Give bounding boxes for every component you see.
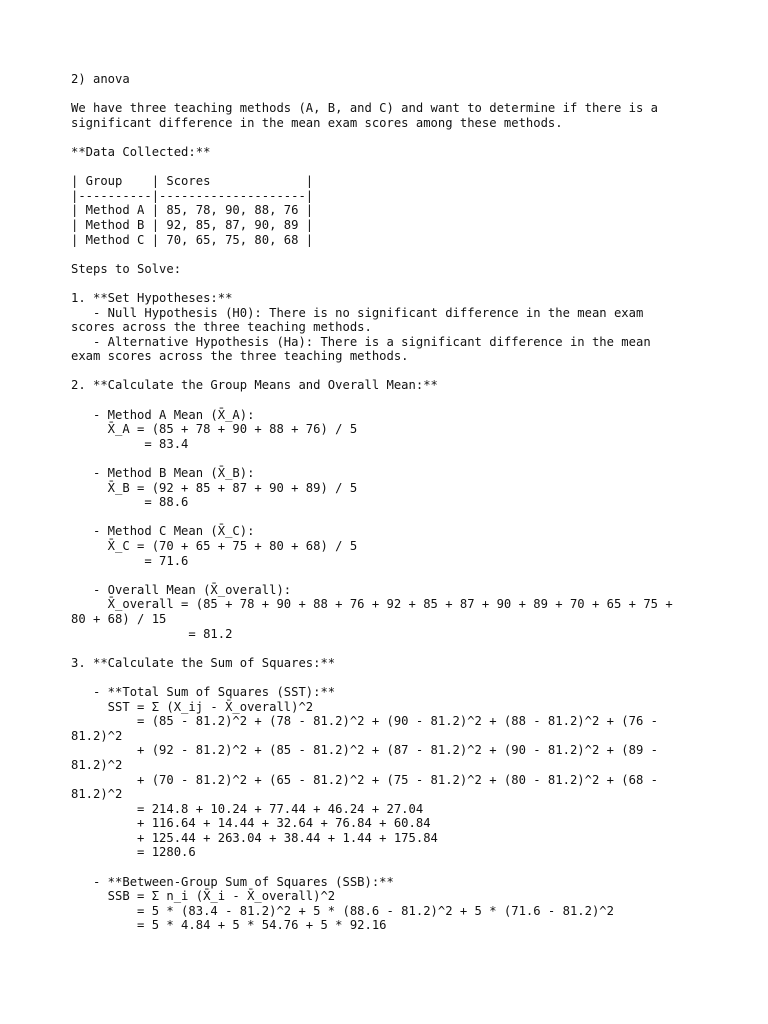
text-line: X̄_C = (70 + 65 + 75 + 80 + 68) / 5 — [71, 539, 358, 553]
text-line: | Method B | 92, 85, 87, 90, 89 | — [71, 217, 314, 232]
text-line: = 81.2 — [71, 626, 233, 641]
text-line — [71, 247, 711, 262]
text-line — [71, 130, 711, 145]
text-line: 2) anova — [71, 72, 130, 86]
text-line: | Method A | 85, 78, 90, 88, 76 | — [71, 203, 314, 218]
text-line: = 214.8 + 10.24 + 77.44 + 46.24 + 27.04 — [71, 801, 424, 816]
text-line: scores across the three teaching methods. — [71, 320, 372, 335]
text-line: = 1280.6 — [71, 845, 196, 860]
text-line — [71, 670, 711, 685]
text-line: 2. **Calculate the Group Means and Overall Mean:** — [71, 378, 438, 393]
text-line: + (92 - 81.2)^2 + (85 - 81.2)^2 + (87 - 81.2)^2 + (90 - 81.2)^2 + (89 - — [71, 743, 658, 758]
text-line: + (70 - 81.2)^2 + (65 - 81.2)^2 + (75 - 81.2)^2 + (80 - 81.2)^2 + (68 - — [71, 772, 658, 787]
text-line: SSB = Σ n_i (X̄_i - X̄_overall)^2 — [71, 889, 336, 904]
text-line: |----------|--------------------| — [71, 188, 314, 203]
text-line: + 125.44 + 263.04 + 38.44 + 1.44 + 175.84 — [71, 830, 438, 845]
text-line — [71, 393, 711, 408]
text-line: X̄_A = (85 + 78 + 90 + 88 + 76) / 5 — [71, 422, 358, 437]
text-line: | Group | Scores | — [71, 174, 314, 189]
text-line — [71, 276, 711, 291]
text-line: Steps to Solve: — [71, 261, 182, 276]
text-line: = 71.6 — [71, 553, 189, 568]
text-line: - Alternative Hypothesis (Ha): There is a significant difference in the mean — [71, 334, 651, 349]
text-line: - Method C Mean (X̄_C): — [71, 524, 255, 539]
text-line: - Method B Mean (X̄_B): — [71, 466, 255, 481]
text-line — [71, 451, 711, 466]
text-line — [71, 568, 711, 583]
text-line: - **Total Sum of Squares (SST):** — [71, 684, 336, 699]
text-line — [71, 641, 711, 656]
text-line: 80 + 68) / 15 — [71, 611, 167, 626]
text-line: We have three teaching methods (A, B, and C) and want to determine if there is a — [71, 101, 658, 116]
text-line: exam scores across the three teaching methods. — [71, 349, 409, 364]
text-line: SST = Σ (X_ij - X̄_overall)^2 — [71, 699, 314, 714]
text-line: 81.2)^2 — [71, 787, 123, 802]
text-line: = 88.6 — [71, 495, 189, 510]
text-line: + 116.64 + 14.44 + 32.64 + 76.84 + 60.84 — [71, 816, 431, 831]
text-line: 81.2)^2 — [71, 757, 123, 772]
text-line: - **Between-Group Sum of Squares (SSB):** — [71, 874, 394, 889]
document-text — [71, 72, 711, 933]
text-line: 81.2)^2 — [71, 728, 123, 743]
text-line — [71, 510, 711, 525]
text-line: significant difference in the mean exam scores among these methods. — [71, 115, 563, 130]
text-line — [71, 160, 711, 175]
text-line: 1. **Set Hypotheses:** — [71, 290, 233, 305]
text-line: = (85 - 81.2)^2 + (78 - 81.2)^2 + (90 - 81.2)^2 + (88 - 81.2)^2 + (76 - — [71, 714, 658, 729]
text-line: = 83.4 — [71, 436, 189, 451]
text-line — [71, 87, 711, 102]
text-line: = 5 * 4.84 + 5 * 54.76 + 5 * 92.16 — [71, 918, 387, 933]
text-line: - Null Hypothesis (H0): There is no significant difference in the mean exam — [71, 305, 644, 320]
text-line: - Overall Mean (X̄_overall): — [71, 582, 292, 597]
text-line: - Method A Mean (X̄_A): — [71, 407, 255, 422]
text-line: X̄_overall = (85 + 78 + 90 + 88 + 76 + 92 + 85 + 87 + 90 + 89 + 70 + 65 + 75 + — [71, 597, 673, 612]
text-line — [71, 860, 711, 875]
text-line: **Data Collected:** — [71, 144, 211, 159]
text-line: | Method C | 70, 65, 75, 80, 68 | — [71, 232, 314, 247]
text-line: = 5 * (83.4 - 81.2)^2 + 5 * (88.6 - 81.2)^2 + 5 * (71.6 - 81.2)^2 — [71, 903, 614, 918]
text-line: X̄_B = (92 + 85 + 87 + 90 + 89) / 5 — [71, 480, 358, 495]
text-line — [71, 364, 711, 379]
text-line: 3. **Calculate the Sum of Squares:** — [71, 655, 336, 670]
